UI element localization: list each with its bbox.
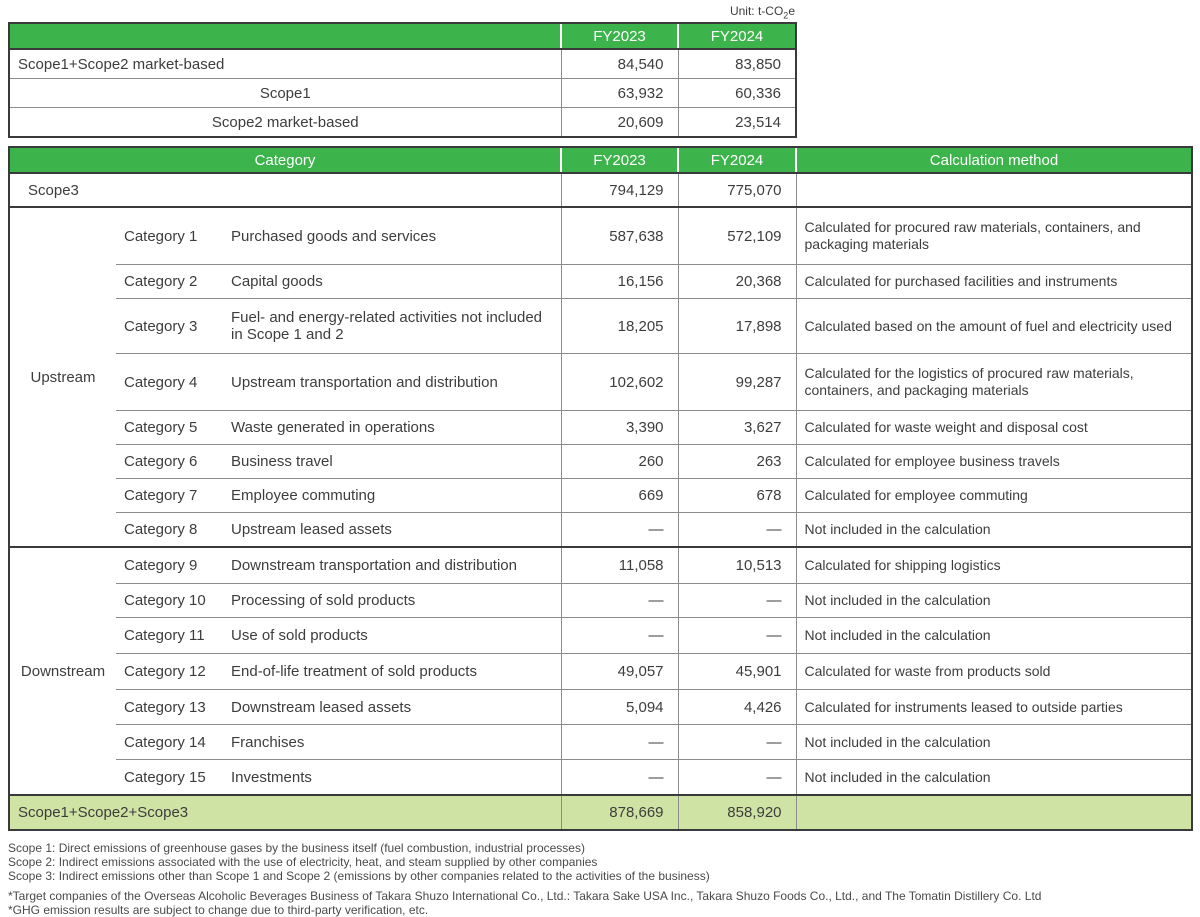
fy2023-value: — bbox=[561, 725, 678, 760]
table-row bbox=[9, 479, 1192, 513]
description-cell: Waste generated in operations bbox=[231, 411, 561, 445]
category-cell: Category 5 bbox=[116, 411, 231, 445]
fy2023-value: — bbox=[561, 760, 678, 796]
fy2023-value: 3,390 bbox=[561, 411, 678, 445]
fy2024-value: 263 bbox=[678, 445, 796, 479]
header-category: Category bbox=[9, 147, 561, 173]
table-row bbox=[9, 618, 1192, 654]
fy2023-value: 794,129 bbox=[561, 173, 678, 207]
description-cell: Downstream leased assets bbox=[231, 690, 561, 725]
method-cell: Calculated for shipping logistics bbox=[796, 547, 1192, 584]
table-row bbox=[9, 445, 1192, 479]
fy2024-value: 4,426 bbox=[678, 690, 796, 725]
description-cell: Franchises bbox=[231, 725, 561, 760]
description-cell: Investments bbox=[231, 760, 561, 796]
method-cell: Calculated for employee business travels bbox=[796, 445, 1192, 479]
grand-total-label: Scope1+Scope2+Scope3 bbox=[9, 795, 561, 830]
fy2024-value: 23,514 bbox=[678, 108, 796, 138]
method-cell: Not included in the calculation bbox=[796, 513, 1192, 548]
method-cell bbox=[796, 173, 1192, 207]
fy2023-value: — bbox=[561, 618, 678, 654]
fy2023-value: — bbox=[561, 584, 678, 618]
footnote-scope1: Scope 1: Direct emissions of greenhouse gases by the business itself (fuel combustion, industrial processes) bbox=[8, 841, 585, 855]
fy2024-value: 60,336 bbox=[678, 79, 796, 108]
table-row bbox=[9, 265, 1192, 299]
category-cell: Category 1 bbox=[116, 207, 231, 265]
fy2024-value: 17,898 bbox=[678, 299, 796, 354]
fy2024-value: 858,920 bbox=[678, 795, 796, 830]
category-cell: Category 9 bbox=[116, 547, 231, 584]
method-cell: Not included in the calculation bbox=[796, 760, 1192, 796]
footnotes bbox=[8, 841, 1200, 917]
method-cell: Calculated for instruments leased to outside parties bbox=[796, 690, 1192, 725]
description-cell: Downstream transportation and distribution bbox=[231, 547, 561, 584]
fy2024-value: 45,901 bbox=[678, 654, 796, 690]
fy2023-value: 11,058 bbox=[561, 547, 678, 584]
summary-header-fy2023: FY2023 bbox=[561, 23, 678, 49]
summary-header-fy2024: FY2024 bbox=[678, 23, 796, 49]
scope1-label: Scope1 bbox=[9, 79, 561, 108]
fy2024-value: 99,287 bbox=[678, 354, 796, 411]
table-row bbox=[9, 49, 796, 79]
header-fy2024: FY2024 bbox=[678, 147, 796, 173]
method-cell: Not included in the calculation bbox=[796, 725, 1192, 760]
description-cell: Upstream leased assets bbox=[231, 513, 561, 548]
fy2024-value: 678 bbox=[678, 479, 796, 513]
category-cell: Category 15 bbox=[116, 760, 231, 796]
fy2023-value: 587,638 bbox=[561, 207, 678, 265]
fy2023-value: 16,156 bbox=[561, 265, 678, 299]
method-cell bbox=[796, 795, 1192, 830]
category-cell: Category 4 bbox=[116, 354, 231, 411]
table-row bbox=[9, 411, 1192, 445]
category-cell: Category 6 bbox=[116, 445, 231, 479]
category-cell: Category 12 bbox=[116, 654, 231, 690]
header-calculation-method: Calculation method bbox=[796, 147, 1192, 173]
scope3-header-row bbox=[9, 147, 1192, 173]
method-cell: Calculated for employee commuting bbox=[796, 479, 1192, 513]
summary-header-blank bbox=[9, 23, 561, 49]
fy2024-value: 775,070 bbox=[678, 173, 796, 207]
fy2024-value: — bbox=[678, 584, 796, 618]
description-cell: Upstream transportation and distribution bbox=[231, 354, 561, 411]
fy2024-value: — bbox=[678, 725, 796, 760]
category-cell: Category 11 bbox=[116, 618, 231, 654]
description-cell: Fuel- and energy-related activities not included in Scope 1 and 2 bbox=[231, 299, 561, 354]
description-cell: Business travel bbox=[231, 445, 561, 479]
category-cell: Category 7 bbox=[116, 479, 231, 513]
method-cell: Calculated for procured raw materials, containers, and packaging materials bbox=[796, 207, 1192, 265]
scope3-label: Scope3 bbox=[9, 173, 561, 207]
category-cell: Category 8 bbox=[116, 513, 231, 548]
fy2023-value: 49,057 bbox=[561, 654, 678, 690]
description-cell: Purchased goods and services bbox=[231, 207, 561, 265]
scope2-label: Scope2 market-based bbox=[9, 108, 561, 138]
table-row bbox=[9, 725, 1192, 760]
fy2023-value: 878,669 bbox=[561, 795, 678, 830]
fy2024-value: — bbox=[678, 760, 796, 796]
description-cell: Employee commuting bbox=[231, 479, 561, 513]
group-cell-upstream: Upstream bbox=[9, 207, 116, 547]
fy2023-value: 20,609 bbox=[561, 108, 678, 138]
scope1-2-label: Scope1+Scope2 market-based bbox=[9, 49, 561, 79]
fy2024-value: 3,627 bbox=[678, 411, 796, 445]
table-row bbox=[9, 79, 796, 108]
table-row bbox=[9, 108, 796, 138]
fy2023-value: — bbox=[561, 513, 678, 548]
summary-table bbox=[8, 22, 797, 138]
description-cell: Use of sold products bbox=[231, 618, 561, 654]
description-cell: End-of-life treatment of sold products bbox=[231, 654, 561, 690]
description-cell: Capital goods bbox=[231, 265, 561, 299]
method-cell: Calculated for purchased facilities and instruments bbox=[796, 265, 1192, 299]
description-cell: Processing of sold products bbox=[231, 584, 561, 618]
table-row bbox=[9, 207, 1192, 265]
category-cell: Category 10 bbox=[116, 584, 231, 618]
fy2024-value: 10,513 bbox=[678, 547, 796, 584]
fy2024-value: — bbox=[678, 618, 796, 654]
footnote-ghg-verification: *GHG emission results are subject to change due to third-party verification, etc. bbox=[8, 903, 429, 917]
category-cell: Category 2 bbox=[116, 265, 231, 299]
unit-subscript: 2 bbox=[783, 10, 789, 21]
fy2023-value: 669 bbox=[561, 479, 678, 513]
fy2024-value: 572,109 bbox=[678, 207, 796, 265]
category-cell: Category 14 bbox=[116, 725, 231, 760]
method-cell: Not included in the calculation bbox=[796, 618, 1192, 654]
table-row bbox=[9, 584, 1192, 618]
group-cell-downstream: Downstream bbox=[9, 547, 116, 795]
fy2024-value: 83,850 bbox=[678, 49, 796, 79]
method-cell: Calculated for the logistics of procured raw materials, containers, and packaging materials bbox=[796, 354, 1192, 411]
table-row bbox=[9, 654, 1192, 690]
fy2023-value: 18,205 bbox=[561, 299, 678, 354]
method-cell: Not included in the calculation bbox=[796, 584, 1192, 618]
scope3-total-row bbox=[9, 173, 1192, 207]
header-fy2023: FY2023 bbox=[561, 147, 678, 173]
category-cell: Category 13 bbox=[116, 690, 231, 725]
table-row bbox=[9, 547, 1192, 584]
fy2024-value: — bbox=[678, 513, 796, 548]
summary-header-row bbox=[9, 23, 796, 49]
unit-text: Unit: t-CO bbox=[729, 4, 784, 18]
scope3-table bbox=[8, 146, 1193, 831]
method-cell: Calculated for waste from products sold bbox=[796, 654, 1192, 690]
fy2023-value: 63,932 bbox=[561, 79, 678, 108]
fy2023-value: 260 bbox=[561, 445, 678, 479]
fy2024-value: 20,368 bbox=[678, 265, 796, 299]
grand-total-row bbox=[9, 795, 1192, 830]
footnote-scope2: Scope 2: Indirect emissions associated with the use of electricity, heat, and steam supplied by other companies bbox=[8, 855, 598, 869]
fy2023-value: 5,094 bbox=[561, 690, 678, 725]
table-row bbox=[9, 760, 1192, 796]
unit-label bbox=[8, 4, 795, 19]
fy2023-value: 84,540 bbox=[561, 49, 678, 79]
table-row bbox=[9, 354, 1192, 411]
table-row bbox=[9, 513, 1192, 548]
fy2023-value: 102,602 bbox=[561, 354, 678, 411]
unit-suffix: e bbox=[788, 4, 795, 18]
category-cell: Category 3 bbox=[116, 299, 231, 354]
footnote-target-companies: *Target companies of the Overseas Alcoholic Beverages Business of Takara Shuzo International Co., Ltd.: Takara Sake USA Inc., Takara Shuzo Foods Co., Ltd., and The Tomatin Distillery Co. Ltd bbox=[8, 889, 1042, 903]
method-cell: Calculated based on the amount of fuel and electricity used bbox=[796, 299, 1192, 354]
table-row bbox=[9, 690, 1192, 725]
table-row bbox=[9, 299, 1192, 354]
method-cell: Calculated for waste weight and disposal cost bbox=[796, 411, 1192, 445]
footnote-scope3: Scope 3: Indirect emissions other than Scope 1 and Scope 2 (emissions by other companies related to the activities of the business) bbox=[8, 869, 710, 883]
